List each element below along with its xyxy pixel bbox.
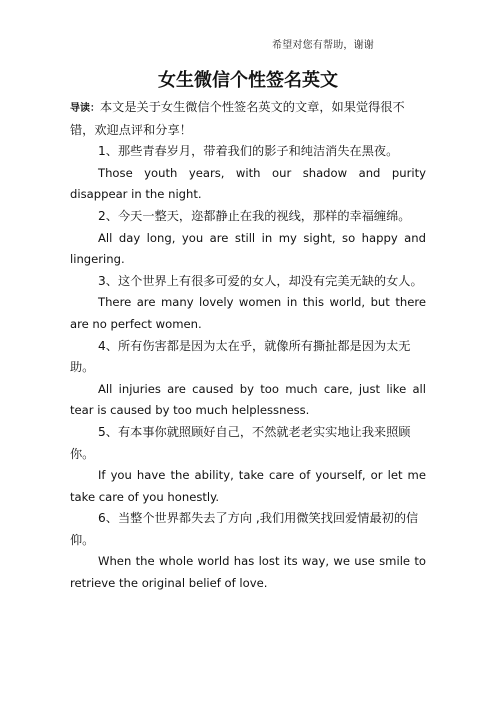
intro-paragraph <box>70 97 426 141</box>
document-body <box>70 97 426 595</box>
page-title: 女生微信个性签名英文 <box>158 70 338 91</box>
item-3-chinese: 3、这个世界上有很多可爱的女人，却没有完美无缺的女人。 <box>98 273 423 288</box>
item-4-english: All injuries are caused by too much care, just like all tear is caused by too much helplessness. <box>70 381 426 418</box>
item-4-chinese: 4、所有伤害都是因为太在乎，就像所有撕扯都是因为太无助。 <box>70 338 411 375</box>
item-6-english: When the whole world has lost its way, we use smile to retrieve the original belief of love. <box>70 554 426 591</box>
item-1-chinese: 1、那些青春岁月，带着我们的影子和纯洁消失在黑夜。 <box>98 144 399 159</box>
item-3-english: There are many lovely women in this world, but there are no perfect women. <box>70 295 426 331</box>
item-6-chinese: 6、当整个世界都失去了方向 ,我们用微笑找回爱情最初的信仰。 <box>70 511 419 547</box>
item-2-chinese: 2、今天一整天，迩都静止在我的视线，那样的幸福缠绵。 <box>98 208 411 223</box>
item-2-english: All day long, you are still in my sight, so happy and lingering. <box>70 230 426 267</box>
item-5-chinese: 5、有本事你就照顾好自己，不然就老老实实地让我来照顾你。 <box>70 424 411 461</box>
intro-text: 本文是关于女生微信个性签名英文的文章，如果觉得很不错，欢迎点评和分享！ <box>70 100 405 137</box>
header-note: 希望对您有帮助，谢谢 <box>272 40 374 51</box>
item-5-english: If you have the ability, take care of yourself, or let me take care of you honestly. <box>70 468 426 504</box>
intro-lead: 导读： <box>70 103 100 114</box>
item-1-english: Those youth years, with our shadow and purity disappear in the night. <box>70 165 426 202</box>
